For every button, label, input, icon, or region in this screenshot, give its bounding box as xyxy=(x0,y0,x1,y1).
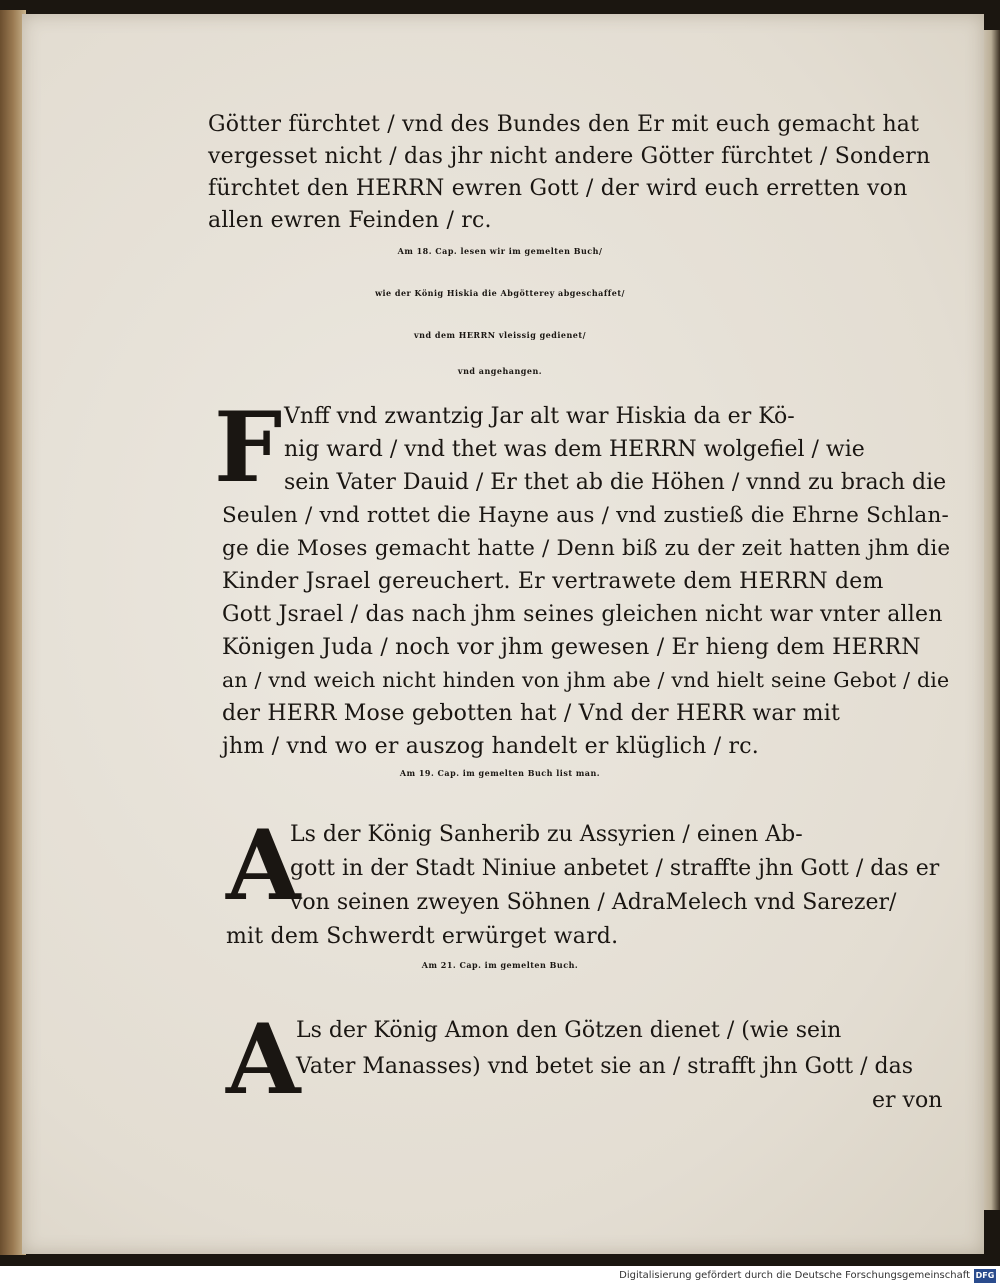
body-line: allen ewren Feinden / rc. xyxy=(208,208,492,233)
body-line: gott in der Stadt Niniue anbetet / straffte jhn Gott / das er xyxy=(290,856,940,881)
body-line: an / vnd weich nicht hinden von jhm abe / vnd hielt seine Gebot / die xyxy=(222,668,950,692)
body-line: ge die Moses gemacht hatte / Denn biß zu der zeit hatten jhm die xyxy=(222,536,951,561)
body-line: jhm / vnd wo er auszog handelt er klüglich / rc. xyxy=(222,734,759,759)
section-heading: Am 21. Cap. im gemelten Buch. xyxy=(421,960,579,970)
body-line: sein Vater Dauid / Er thet ab die Höhen / vnnd zu brach die xyxy=(284,470,947,495)
body-line: vergesset nicht / das jhr nicht andere Götter fürchtet / Sondern xyxy=(208,144,931,169)
drop-cap-initial: A xyxy=(226,1003,301,1116)
section-heading: wie der König Hiskia die Abgötterey abgeschaffet/ xyxy=(375,288,625,298)
body-line: fürchtet den HERRN ewren Gott / der wird euch erretten von xyxy=(208,176,908,201)
body-line: nig ward / vnd thet was dem HERRN wolgefiel / wie xyxy=(284,437,865,462)
body-line: Ls der König Amon den Götzen dienet / (wie sein xyxy=(296,1018,842,1043)
body-line: Seulen / vnd rottet die Hayne aus / vnd zustieß die Ehrne Schlan- xyxy=(222,503,949,528)
body-line: Königen Juda / noch vor jhm gewesen / Er hieng dem HERRN xyxy=(222,635,921,660)
dfg-logo-icon: DFG xyxy=(974,1269,996,1283)
body-line: Kinder Jsrael gereuchert. Er vertrawete dem HERRN dem xyxy=(222,569,884,594)
drop-cap-initial: A xyxy=(226,809,301,922)
section-heading: Am 18. Cap. lesen wir im gemelten Buch/ xyxy=(397,246,603,256)
funding-credit: Digitalisierung gefördert durch die Deutsche Forschungsgemeinschaft xyxy=(619,1270,970,1281)
body-line: er von xyxy=(872,1088,943,1113)
section-heading: Am 19. Cap. im gemelten Buch list man. xyxy=(399,768,601,778)
body-line: Vnff vnd zwantzig Jar alt war Hiskia da er Kö- xyxy=(284,404,795,429)
body-line: von seinen zweyen Söhnen / AdraMelech vnd Sarezer/ xyxy=(290,890,897,915)
body-line: Gott Jsrael / das nach jhm seines gleichen nicht war vnter allen xyxy=(222,602,943,627)
section-heading: vnd dem HERRN vleissig gedienet/ xyxy=(414,330,586,340)
body-line: Vater Manasses) vnd betet sie an / strafft jhn Gott / das xyxy=(296,1054,914,1079)
digitization-footer xyxy=(0,1266,1000,1287)
body-line: Ls der König Sanherib zu Assyrien / einen Ab- xyxy=(290,822,803,847)
drop-cap-initial: F xyxy=(214,391,283,504)
section-heading: vnd angehangen. xyxy=(457,366,543,376)
body-line: der HERR Mose gebotten hat / Vnd der HERR war mit xyxy=(222,701,840,726)
body-line: Götter fürchtet / vnd des Bundes den Er mit euch gemacht hat xyxy=(208,112,920,137)
body-line: mit dem Schwerdt erwürget ward. xyxy=(226,924,619,949)
